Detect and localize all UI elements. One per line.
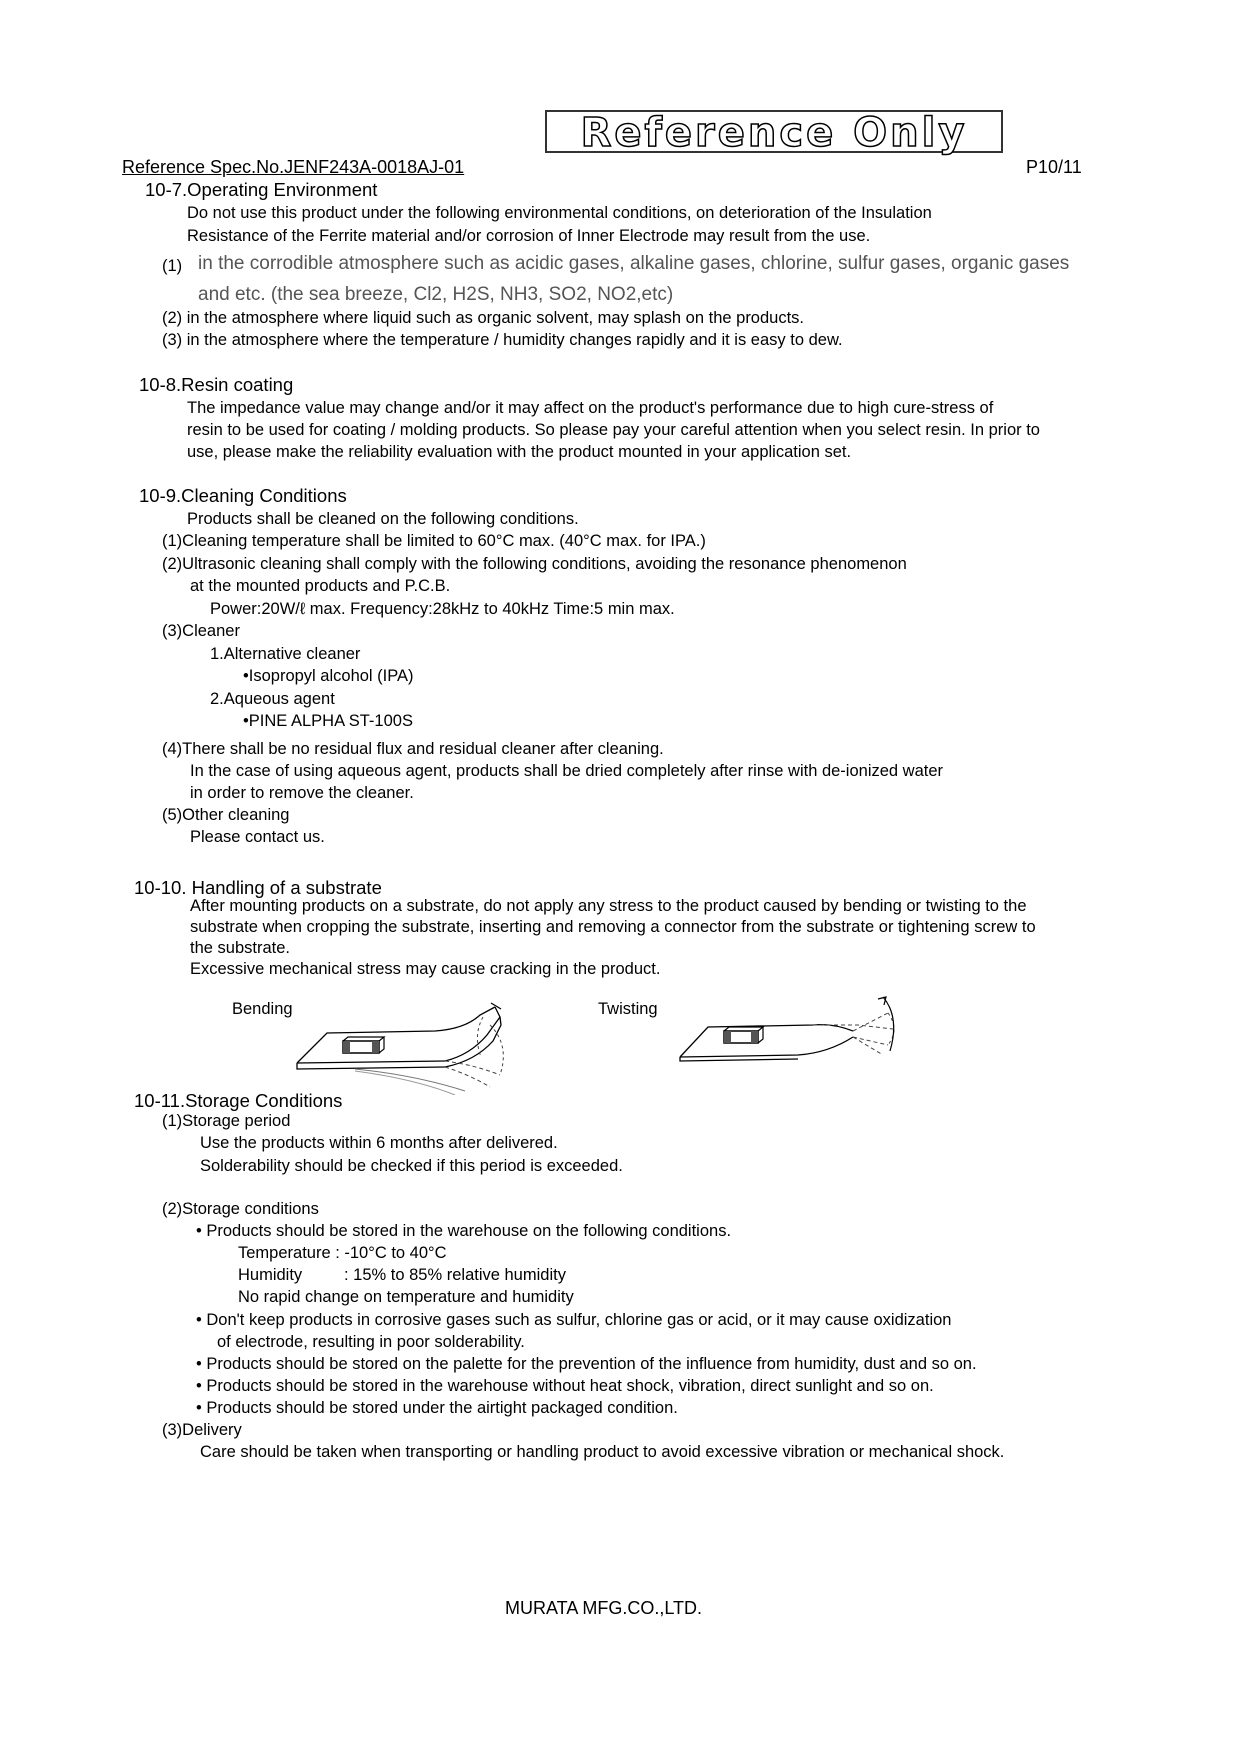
s10-8-para-line-3: use, please make the reliability evaluation with the product mounted in your application set.	[187, 443, 852, 461]
s10-9-item-2-line-1: (2)Ultrasonic cleaning shall comply with the following conditions, avoiding the resonance phenomenon	[162, 555, 907, 573]
section-10-8-title: 10-8.Resin coating	[139, 374, 294, 395]
s10-11-no-rapid-change: No rapid change on temperature and humidity	[238, 1288, 574, 1306]
s10-9-cleaner-2: 2.Aqueous agent	[210, 690, 335, 708]
s10-11-item-2: (2)Storage conditions	[162, 1200, 319, 1218]
s10-11-bullet-1: • Products should be stored in the warehouse on the following conditions.	[196, 1222, 732, 1240]
s10-7-intro-line-2: Resistance of the Ferrite material and/or corrosion of Inner Electrode may result from the use.	[187, 227, 871, 245]
s10-9-cleaner-1-ipa: •Isopropyl alcohol (IPA)	[243, 667, 414, 685]
s10-11-bullet-3: • Products should be stored on the palette for the prevention of the influence from humidity, dust and so on.	[196, 1355, 977, 1373]
section-10-7-title: 10-7.Operating Environment	[145, 179, 378, 200]
twisting-illustration	[678, 993, 908, 1073]
s10-11-humidity-label: Humidity	[238, 1266, 303, 1284]
s10-9-item-4-line-2: In the case of using aqueous agent, products shall be dried completely after rinse with de-ionized water	[190, 762, 944, 780]
s10-9-cleaner-2-pine: •PINE ALPHA ST-100S	[243, 712, 413, 730]
s10-9-item-4-line-1: (4)There shall be no residual flux and residual cleaner after cleaning.	[162, 740, 664, 758]
s10-9-item-2-line-2: at the mounted products and P.C.B.	[190, 577, 451, 595]
s10-7-item-1-line-2: and etc. (the sea breeze, Cl2, H2S, NH3, SO2, NO2,etc)	[198, 284, 674, 305]
s10-7-intro-line-1: Do not use this product under the following environmental conditions, on deterioration of the Insulation	[187, 204, 932, 222]
bending-illustration	[295, 995, 535, 1095]
s10-9-item-4-line-3: in order to remove the cleaner.	[190, 784, 414, 802]
twisting-label: Twisting	[598, 1000, 658, 1018]
section-10-9-title: 10-9.Cleaning Conditions	[139, 485, 347, 506]
s10-7-item-1-number: (1)	[162, 257, 183, 275]
s10-11-bullet-2-line-1: • Don't keep products in corrosive gases such as sulfur, chlorine gas or acid, or it may cause oxidization	[196, 1311, 952, 1329]
s10-11-bullet-2-line-2: of electrode, resulting in poor solderability.	[217, 1333, 525, 1351]
s10-11-item-1-line-2: Solderability should be checked if this period is exceeded.	[200, 1157, 623, 1175]
s10-10-para-line-2: substrate when cropping the substrate, inserting and removing a connector from the substrate or tightening screw to	[190, 918, 1036, 936]
s10-10-para-line-3: the substrate.	[190, 939, 290, 957]
s10-11-item-1-line-1: Use the products within 6 months after delivered.	[200, 1134, 558, 1152]
s10-10-para-line-4: Excessive mechanical stress may cause cracking in the product.	[190, 960, 661, 978]
s10-9-item-5-text: Please contact us.	[190, 828, 325, 846]
reference-only-stamp	[545, 110, 1003, 156]
s10-11-bullet-4: • Products should be stored in the warehouse without heat shock, vibration, direct sunlight and so on.	[196, 1377, 934, 1395]
section-10-10-title: 10-10. Handling of a substrate	[134, 877, 382, 898]
s10-10-para-line-1: After mounting products on a substrate, do not apply any stress to the product caused by bending or twisting to the	[190, 897, 1027, 915]
s10-11-item-3: (3)Delivery	[162, 1421, 242, 1439]
s10-9-item-1: (1)Cleaning temperature shall be limited to 60°C max. (40°C max. for IPA.)	[162, 532, 706, 550]
spec-number: Reference Spec.No.JENF243A-0018AJ-01	[122, 157, 465, 177]
section-10-11-title: 10-11.Storage Conditions	[134, 1090, 343, 1111]
s10-11-item-1: (1)Storage period	[162, 1112, 291, 1130]
s10-9-item-3: (3)Cleaner	[162, 622, 240, 640]
s10-9-item-5: (5)Other cleaning	[162, 806, 290, 824]
s10-7-item-3: (3) in the atmosphere where the temperature / humidity changes rapidly and it is easy to dew.	[162, 331, 843, 349]
s10-11-bullet-5: • Products should be stored under the airtight packaged condition.	[196, 1399, 678, 1417]
reference-only-text: Reference Only	[580, 110, 968, 156]
footer-company: MURATA MFG.CO.,LTD.	[505, 1598, 702, 1618]
s10-11-temperature: Temperature : -10°C to 40°C	[238, 1244, 447, 1262]
s10-11-delivery-text: Care should be taken when transporting or handling product to avoid excessive vibration or mechanical shock.	[200, 1443, 1005, 1461]
s10-7-item-2: (2) in the atmosphere where liquid such as organic solvent, may splash on the products.	[162, 309, 805, 327]
s10-9-item-2-conditions: Power:20W/ℓ max. Frequency:28kHz to 40kHz Time:5 min max.	[210, 600, 675, 618]
bending-label: Bending	[232, 1000, 293, 1018]
s10-7-item-1-line-1: in the corrodible atmosphere such as acidic gases, alkaline gases, chlorine, sulfur gases, organic gases	[198, 253, 1070, 274]
page-number: P10/11	[1026, 157, 1082, 177]
s10-9-intro: Products shall be cleaned on the following conditions.	[187, 510, 579, 528]
s10-9-cleaner-1: 1.Alternative cleaner	[210, 645, 361, 663]
s10-8-para-line-2: resin to be used for coating / molding products. So please pay your careful attention when you select resin. In prior to	[187, 421, 1040, 439]
s10-11-humidity-value: : 15% to 85% relative humidity	[344, 1266, 566, 1284]
s10-8-para-line-1: The impedance value may change and/or it may affect on the product's performance due to high cure-stress of	[187, 399, 994, 417]
